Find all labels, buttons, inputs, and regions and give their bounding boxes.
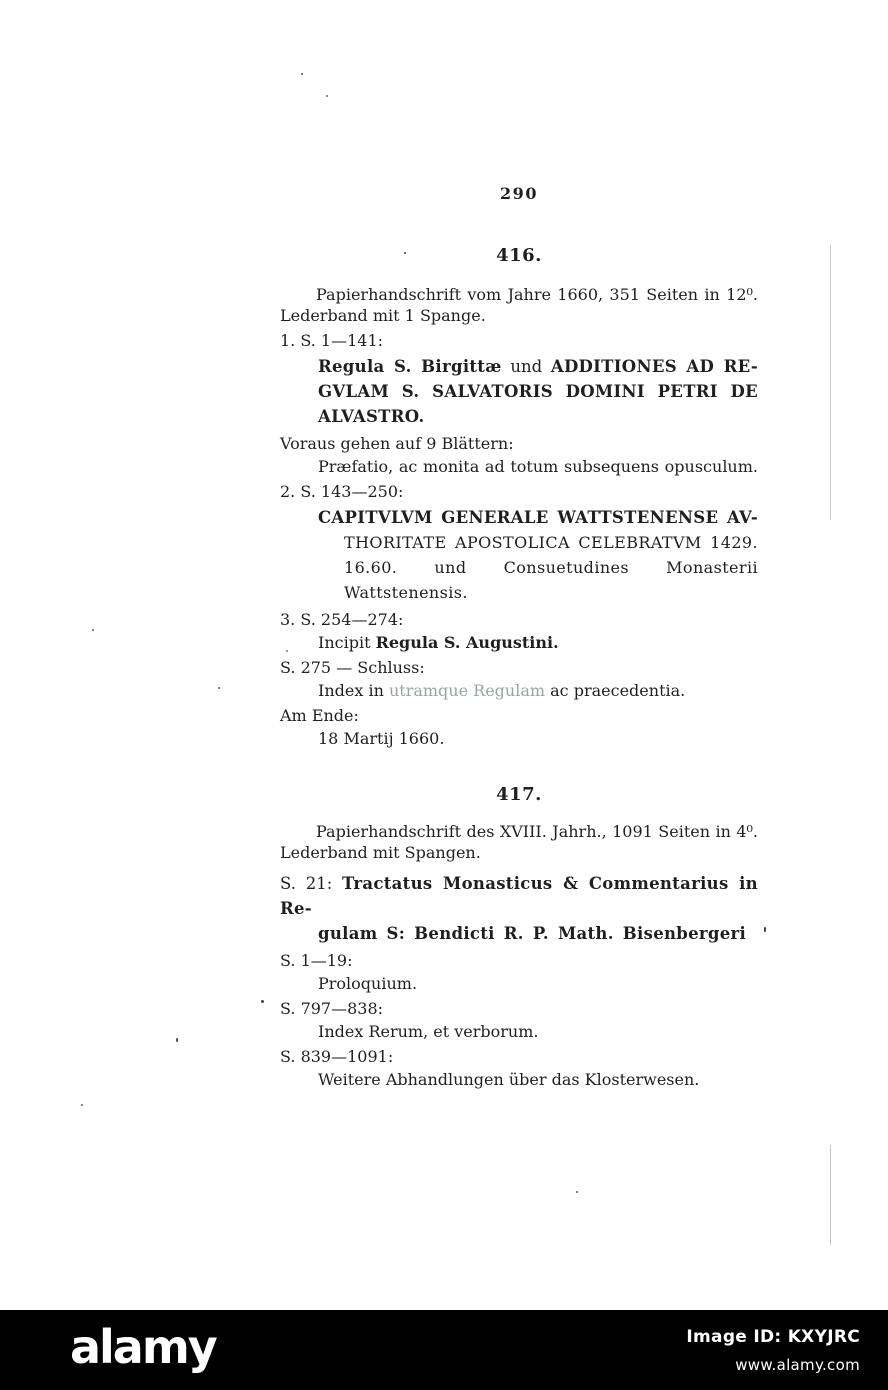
entry-416-item-2-title-line-3: 16.60. und Consuetudines Monasterii Wattstenensis. <box>344 558 758 602</box>
entry-416-voraus-label: Voraus gehen auf 9 Blättern: <box>280 434 514 453</box>
title-bold-segment: Tractatus Monasticus & Commentarius in Re- <box>280 874 758 918</box>
scan-speck <box>81 1104 83 1106</box>
entry-416-intro-line-2: Lederband mit 1 Spange. <box>280 306 486 325</box>
alamy-logo: alamy <box>70 1320 216 1374</box>
index-text-segment: Index in <box>318 681 389 700</box>
entry-416-heading: 416. <box>496 245 542 266</box>
title-regular-segment: und <box>501 357 551 376</box>
page-ref-segment: S. 21: <box>280 874 343 893</box>
entry-416-schluss-label: S. 275 — Schluss: <box>280 658 425 677</box>
entry-416-item-1-title-line-1 <box>280 354 758 379</box>
page-number: 290 <box>500 184 538 203</box>
page-content <box>280 183 758 1090</box>
watermark-bar <box>0 1310 888 1390</box>
entry-416-voraus-text: Præfatio, ac monita ad totum subsequens opusculum. <box>318 457 758 476</box>
scan-line-artifact <box>830 245 831 520</box>
title-bold-segment: ADDITIONES AD RE- <box>550 357 758 376</box>
entry-417-item-1-title-line-2: gulam S: Bendicti R. P. Math. Bisenbergeri <box>318 924 747 943</box>
scan-speck <box>301 73 303 75</box>
entry-416-ende-text: 18 Martij 1660. <box>318 729 445 748</box>
title-bold-segment: Regula S. Birgittæ <box>318 357 502 376</box>
entry-417-s2-text: Index Rerum, et verborum. <box>318 1022 539 1041</box>
entry-417-s1-label: S. 1—19: <box>280 951 353 970</box>
scan-speck <box>176 1038 178 1042</box>
watermark-info <box>686 1327 860 1374</box>
entry-416-item-2-title-line-2: THORITATE APOSTOLICA CELEBRATVM 1429. <box>344 533 758 552</box>
entry-417-s3-label: S. 839—1091: <box>280 1047 394 1066</box>
entry-417-heading: 417. <box>496 784 542 805</box>
scan-speck <box>404 252 406 254</box>
scan-line-artifact <box>830 1145 831 1245</box>
entry-416-item-2-title-line-1: CAPITVLVM GENERALE WATTSTENENSE AV- <box>318 508 758 527</box>
scan-speck <box>261 1000 264 1003</box>
entry-416-intro-line-1: Papierhandschrift vom Jahre 1660, 351 Seiten in 12⁰. <box>316 285 758 304</box>
entry-416-ende-label: Am Ende: <box>280 706 359 725</box>
scan-speck <box>218 687 220 689</box>
scan-speck <box>92 629 94 631</box>
scan-speck <box>286 650 288 652</box>
scan-speck <box>326 95 328 97</box>
alamy-url-text: www.alamy.com <box>735 1355 860 1374</box>
incipit-bold-segment: Regula S. Augustini. <box>375 633 559 652</box>
entry-416-schluss-text <box>280 680 758 701</box>
entry-416-item-2-label: 2. S. 143—250: <box>280 482 404 501</box>
index-faded-segment: utramque Regulam <box>388 681 546 700</box>
entry-416-item-1-title-line-2: GVLAM S. SALVATORIS DOMINI PETRI DE <box>318 382 758 401</box>
entry-416-item-1-title-line-3: ALVASTRO. <box>318 407 425 426</box>
index-text-segment: ac praecedentia. <box>545 681 686 700</box>
entry-417-intro-line-1: Papierhandschrift des XVIII. Jahrh., 1091 Seiten in 4⁰. <box>316 822 758 841</box>
entry-417-item-1-title-line-1 <box>280 871 758 921</box>
entry-417-s2-label: S. 797—838: <box>280 999 384 1018</box>
incipit-regular-segment: Incipit <box>318 633 376 652</box>
entry-416-item-3-text <box>280 632 758 653</box>
entry-416-item-3-label: 3. S. 254—274: <box>280 610 404 629</box>
scan-speck <box>576 1191 578 1193</box>
entry-416-item-1-label: 1. S. 1—141: <box>280 331 384 350</box>
entry-417-s1-text: Proloquium. <box>318 974 418 993</box>
image-id-text: Image ID: KXYJRC <box>686 1326 860 1347</box>
entry-417-s3-text: Weitere Abhandlungen über das Klosterwesen. <box>318 1070 700 1089</box>
entry-417-intro-line-2: Lederband mit Spangen. <box>280 843 481 862</box>
scan-speck <box>764 927 766 932</box>
